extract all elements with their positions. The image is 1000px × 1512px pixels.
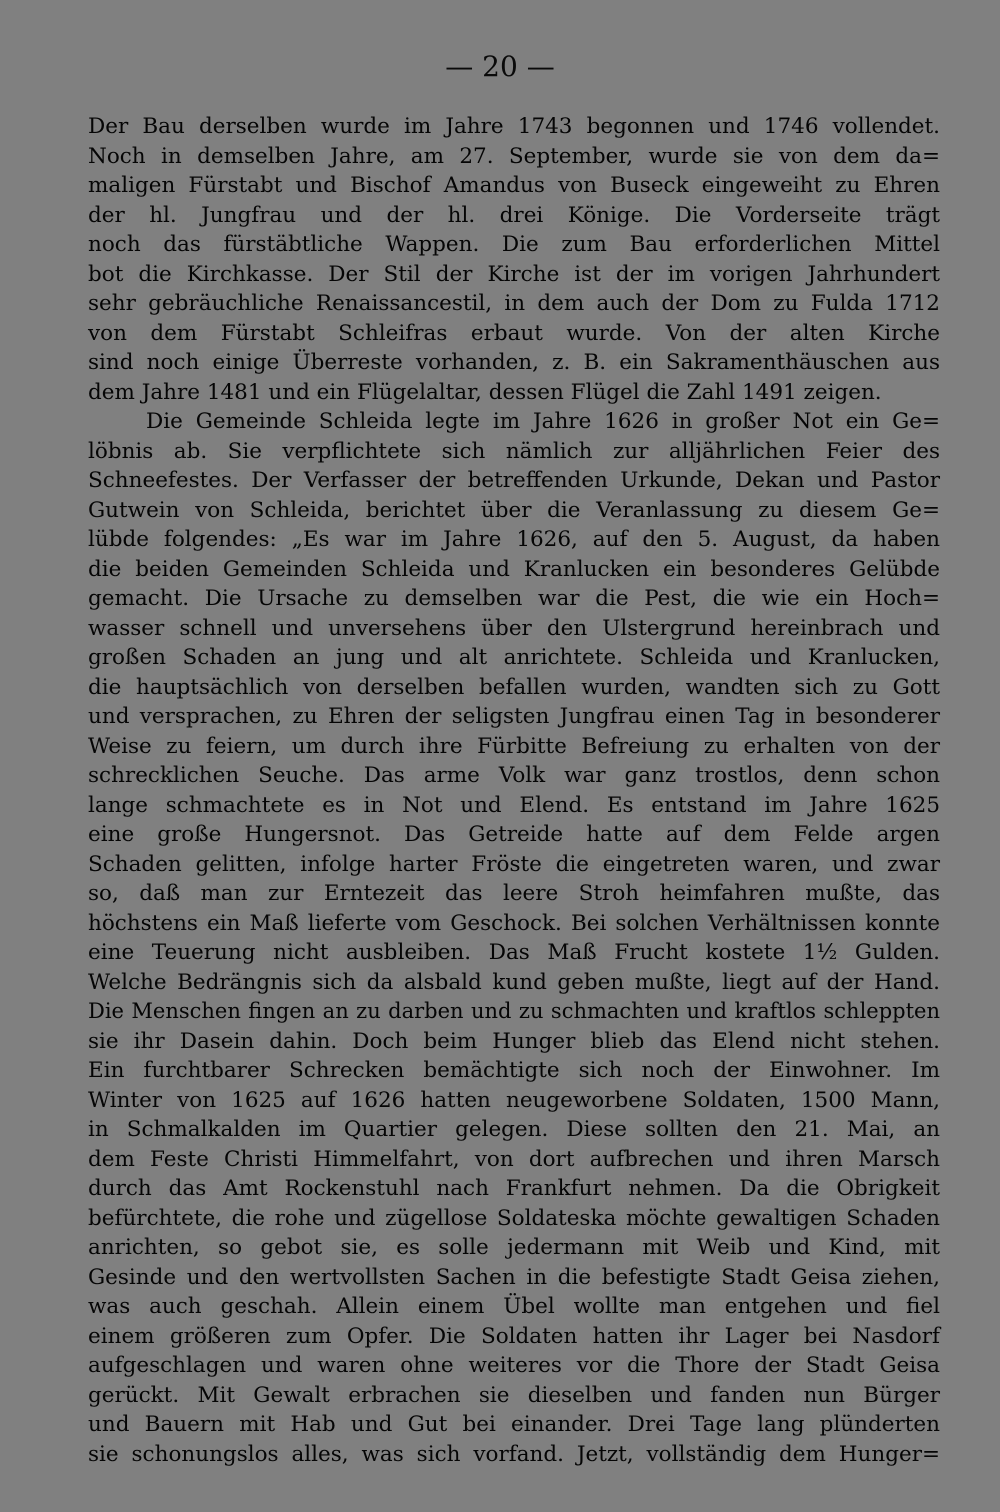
text-line: maligen Fürstabt und Bischof Amandus von Buseck eingeweiht zu Ehren <box>88 173 940 198</box>
text-line: durch das Amt Rockenstuhl nach Frankfurt nehmen. Da die Obrigkeit <box>88 1176 940 1201</box>
text-line: und versprachen, zu Ehren der seligsten Jungfrau einen Tag in besonderer <box>88 704 940 729</box>
text-line: dem Jahre 1481 und ein Flügelaltar, dessen Flügel die Zahl 1491 zeigen. <box>88 379 882 405</box>
text-line: bot die Kirchkasse. Der Stil der Kirche ist der im vorigen Jahrhundert <box>88 261 940 287</box>
text-line: Ein furchtbarer Schrecken bemächtigte sich noch der Einwohner. Im <box>88 1058 940 1083</box>
text-line: was auch geschah. Allein einem Übel wollte man entgehen und fiel <box>88 1294 940 1319</box>
text-line: gemacht. Die Ursache zu demselben war die Pest, die wie ein Hoch= <box>88 586 940 611</box>
text-line: von dem Fürstabt Schleifras erbaut wurde. Von der alten Kirche <box>88 320 940 346</box>
body-text <box>88 112 940 1469</box>
text-line: eine große Hungersnot. Das Getreide hatte auf dem Felde argen <box>88 822 940 847</box>
text-line: Weise zu feiern, um durch ihre Fürbitte Befreiung zu erhalten von der <box>88 733 940 759</box>
page-number: — 20 — <box>445 50 555 83</box>
text-line: dem Feste Christi Himmelfahrt, von dort aufbrechen und ihren Marsch <box>88 1146 940 1172</box>
text-line: in Schmalkalden im Quartier gelegen. Diese sollten den 21. Mai, an <box>88 1117 940 1142</box>
text-line: noch das fürstäbtliche Wappen. Die zum Bau erforderlichen Mittel <box>88 232 940 257</box>
text-line: sie schonungslos alles, was sich vorfand. Jetzt, vollständig dem Hunger= <box>88 1441 940 1467</box>
text-line: so, daß man zur Erntezeit das leere Stroh heimfahren mußte, das <box>88 881 940 906</box>
text-line: schrecklichen Seuche. Das arme Volk war ganz trostlos, denn schon <box>88 763 940 788</box>
text-line: höchstens ein Maß lieferte vom Geschock. Bei solchen Verhältnissen konnte <box>88 910 940 936</box>
text-line: lange schmachtete es in Not und Elend. Es entstand im Jahre 1625 <box>88 792 940 818</box>
text-line: befürchtete, die rohe und zügellose Soldateska möchte gewaltigen Schaden <box>88 1205 940 1231</box>
text-line: eine Teuerung nicht ausbleiben. Das Maß Frucht kostete 1½ Gulden. <box>88 940 940 965</box>
text-line: Die Menschen fingen an zu darben und zu schmachten und kraftlos schleppten <box>88 999 940 1023</box>
text-line: Schneefestes. Der Verfasser der betreffenden Urkunde, Dekan und Pastor <box>88 468 940 493</box>
text-line: wasser schnell und unversehens über den Ulstergrund hereinbrach und <box>88 615 940 641</box>
text-line: sind noch einige Überreste vorhanden, z. B. ein Sakramenthäuschen aus <box>88 350 940 375</box>
text-line: und Bauern mit Hab und Gut bei einander. Drei Tage lang plünderten <box>88 1412 940 1437</box>
text-line: Die Gemeinde Schleida legte im Jahre 1626 in großer Not ein Ge= <box>146 409 940 434</box>
text-line: aufgeschlagen und waren ohne weiteres vor die Thore der Stadt Geisa <box>88 1353 940 1378</box>
text-line: Noch in demselben Jahre, am 27. September, wurde sie von dem da= <box>88 143 940 169</box>
text-line: großen Schaden an jung und alt anrichtete. Schleida und Kranlucken, <box>88 645 940 670</box>
text-line: die hauptsächlich von derselben befallen wurden, wandten sich zu Gott <box>88 674 940 700</box>
text-line: lübde folgendes: „Es war im Jahre 1626, auf den 5. August, da haben <box>88 527 940 552</box>
text-line: Schaden gelitten, infolge harter Fröste die eingetreten waren, und zwar <box>88 851 940 877</box>
text-line: Welche Bedrängnis sich da alsbald kund geben mußte, liegt auf der Hand. <box>88 969 940 995</box>
text-line: löbnis ab. Sie verpflichtete sich nämlich zur alljährlichen Feier des <box>88 438 940 464</box>
text-line: gerückt. Mit Gewalt erbrachen sie dieselben und fanden nun Bürger <box>88 1382 940 1408</box>
text-line: der hl. Jungfrau und der hl. drei Könige. Die Vorderseite trägt <box>88 202 940 228</box>
text-line: die beiden Gemeinden Schleida und Kranlucken ein besonderes Gelübde <box>88 556 940 582</box>
text-line: sie ihr Dasein dahin. Doch beim Hunger blieb das Elend nicht stehen. <box>88 1028 940 1054</box>
text-line: Winter von 1625 auf 1626 hatten neugeworbene Soldaten, 1500 Mann, <box>88 1087 940 1113</box>
text-line: Gutwein von Schleida, berichtet über die Veranlassung zu diesem Ge= <box>88 497 940 523</box>
text-line: anrichten, so gebot sie, es solle jedermann mit Weib und Kind, mit <box>88 1235 940 1260</box>
text-line: sehr gebräuchliche Renaissancestil, in dem auch der Dom zu Fulda 1712 <box>88 291 940 316</box>
text-line: Gesinde und den wertvollsten Sachen in die befestigte Stadt Geisa ziehen, <box>88 1264 940 1290</box>
text-line: einem größeren zum Opfer. Die Soldaten hatten ihr Lager bei Nasdorf <box>88 1323 940 1349</box>
text-line: Der Bau derselben wurde im Jahre 1743 begonnen und 1746 vollendet. <box>88 114 940 139</box>
